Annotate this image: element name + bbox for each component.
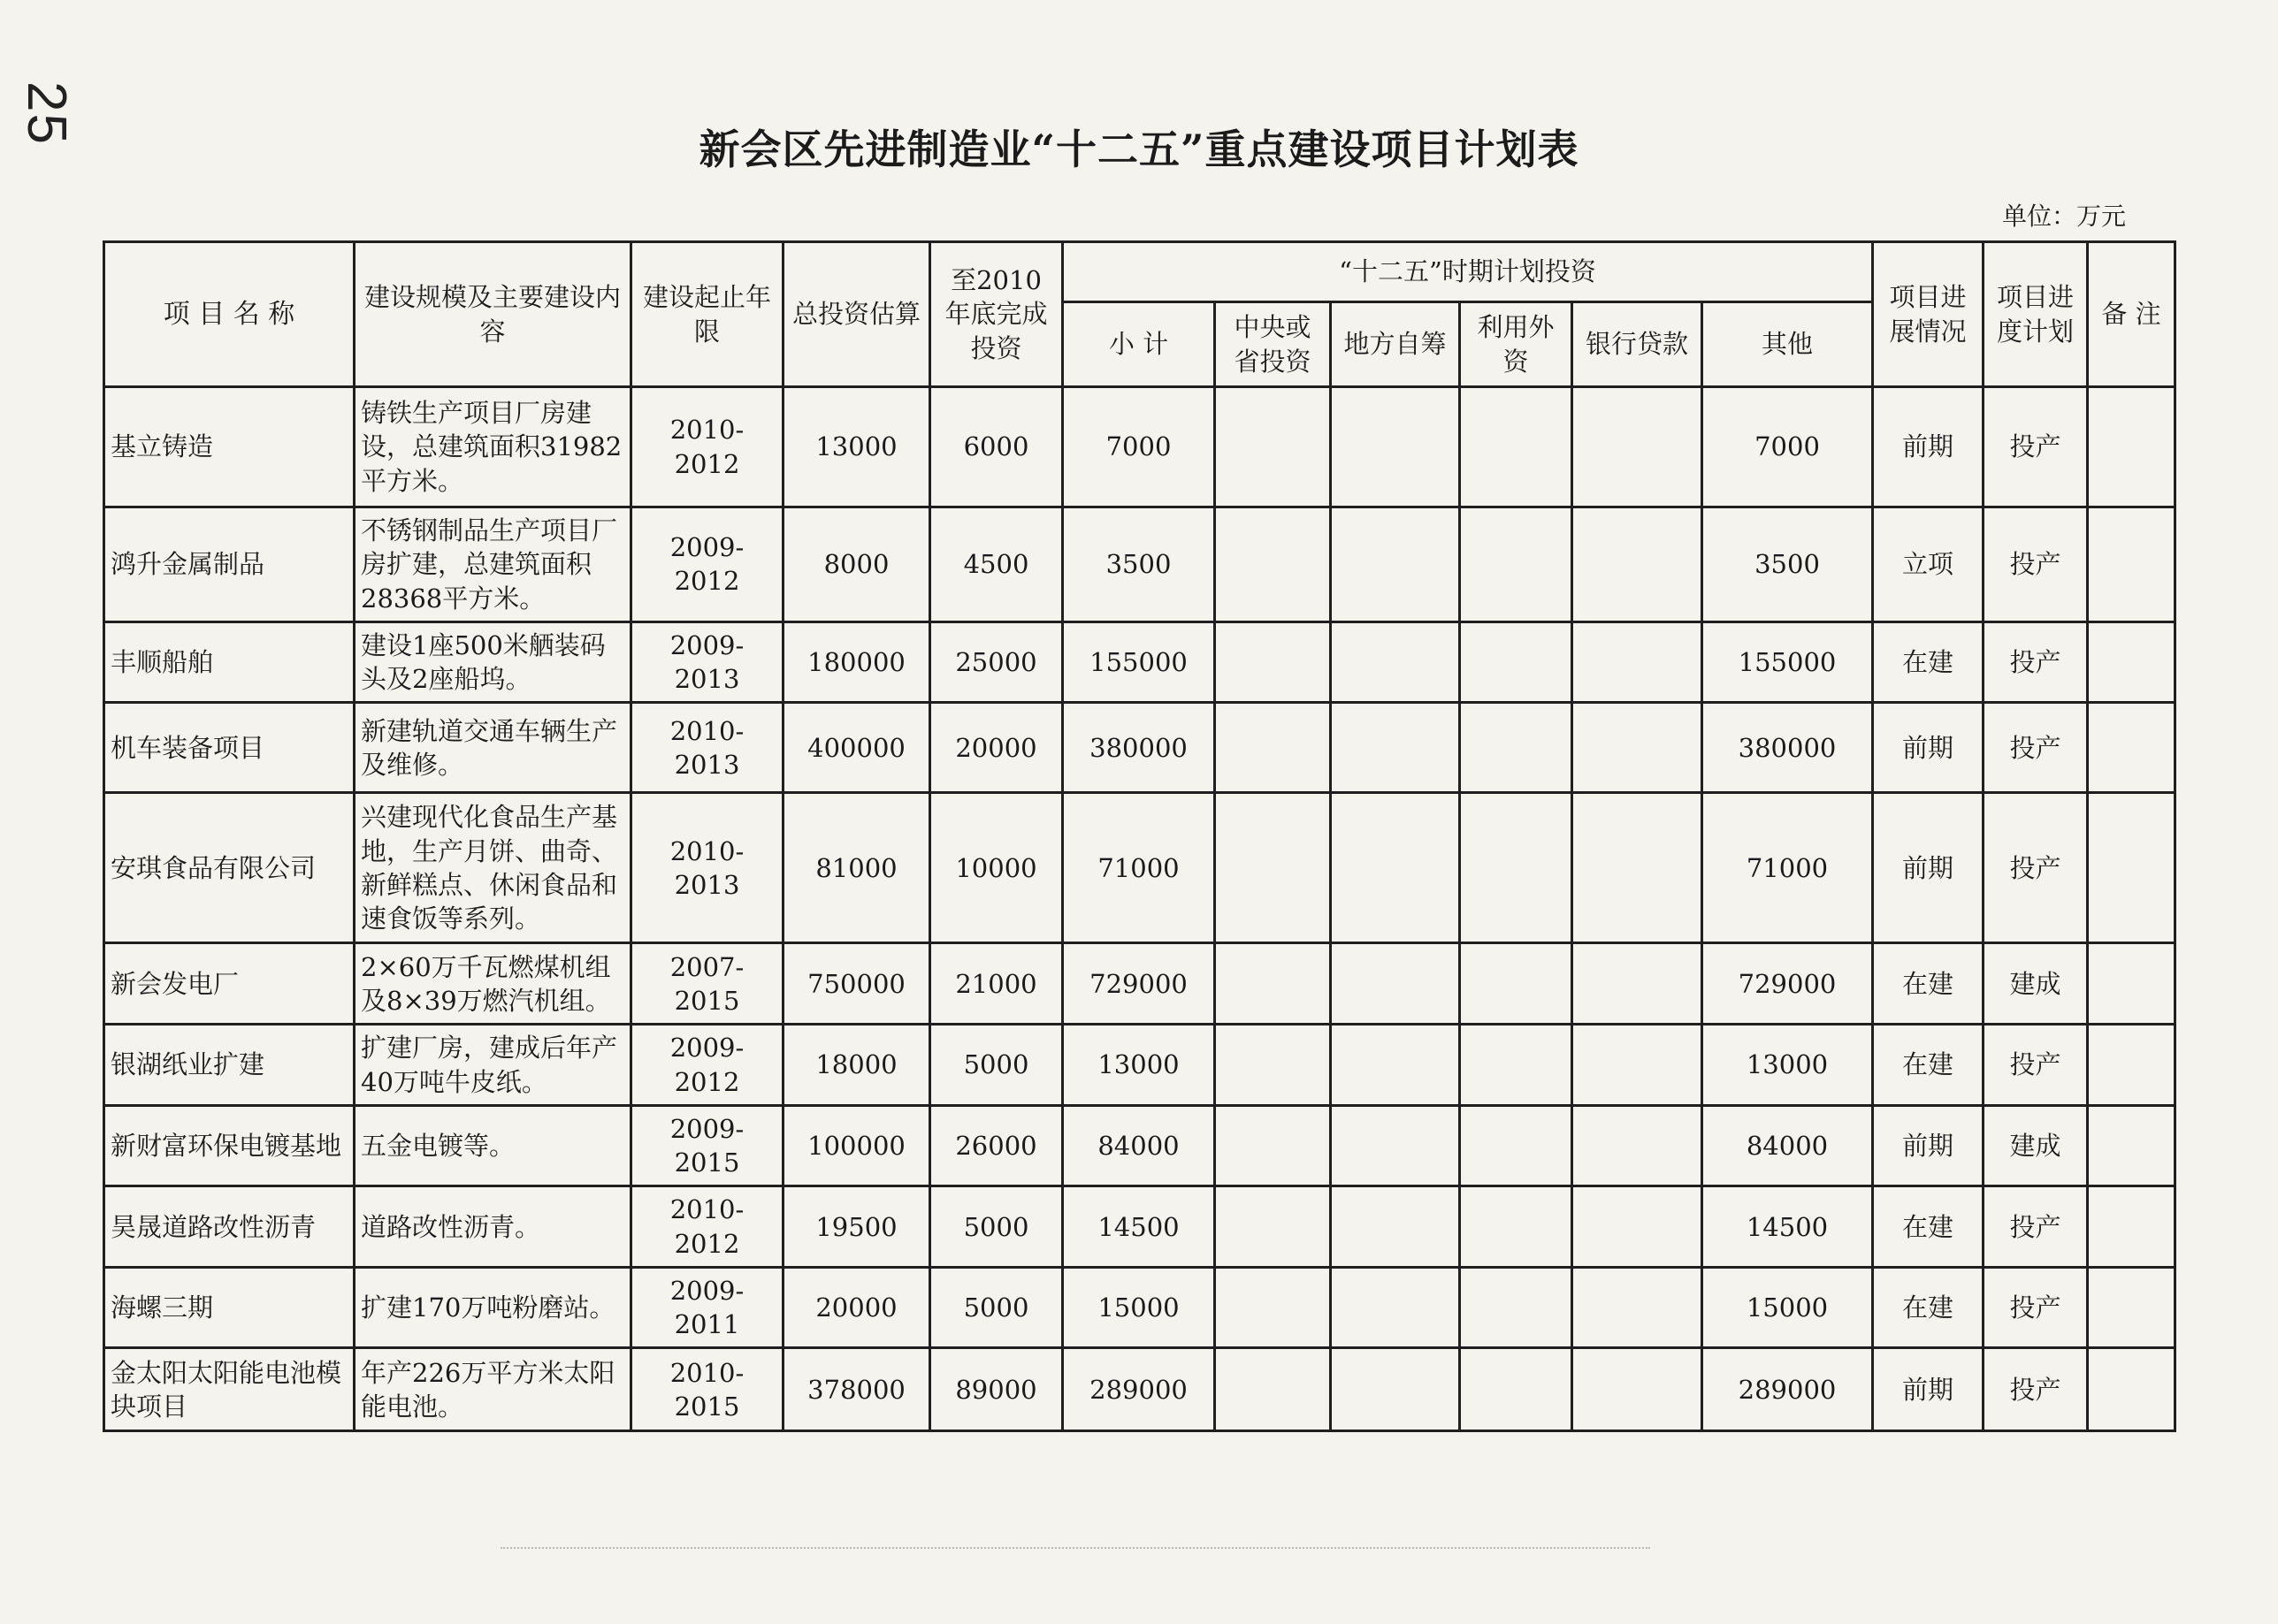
cell-subtotal: 13000 <box>1063 1025 1215 1106</box>
cell-central <box>1215 1105 1331 1186</box>
cell-schedule: 投产 <box>1984 703 2088 793</box>
project-plan-table <box>103 240 2176 1432</box>
cell-other: 13000 <box>1702 1025 1873 1106</box>
cell-completed: 10000 <box>930 793 1063 943</box>
cell-project-name: 丰顺船舶 <box>104 621 355 703</box>
header-other: 其他 <box>1702 302 1873 387</box>
cell-completed: 26000 <box>930 1105 1063 1186</box>
cell-foreign <box>1460 1186 1572 1268</box>
cell-completed: 89000 <box>930 1348 1063 1431</box>
cell-project-name: 新财富环保电镀基地 <box>104 1105 355 1186</box>
header-completed-investment: 至2010年底完成投资 <box>930 242 1063 387</box>
cell-bank <box>1572 1267 1702 1348</box>
cell-progress: 在建 <box>1873 621 1984 703</box>
cell-total: 81000 <box>784 793 930 943</box>
cell-foreign <box>1460 1267 1572 1348</box>
header-remarks: 备 注 <box>2088 242 2175 387</box>
cell-foreign <box>1460 387 1572 507</box>
header-construction-years: 建设起止年限 <box>631 242 784 387</box>
cell-subtotal: 729000 <box>1063 943 1215 1025</box>
cell-description: 扩建厂房，建成后年产40万吨牛皮纸。 <box>355 1025 631 1106</box>
cell-foreign <box>1460 1105 1572 1186</box>
cell-foreign <box>1460 1025 1572 1106</box>
cell-local <box>1331 703 1460 793</box>
cell-other: 84000 <box>1702 1105 1873 1186</box>
cell-local <box>1331 1186 1460 1268</box>
cell-progress: 前期 <box>1873 1105 1984 1186</box>
cell-local <box>1331 943 1460 1025</box>
cell-description: 五金电镀等。 <box>355 1105 631 1186</box>
table-row <box>104 507 2175 622</box>
cell-bank <box>1572 793 1702 943</box>
cell-years: 2009-2012 <box>631 507 784 622</box>
cell-other: 3500 <box>1702 507 1873 622</box>
header-plan-investment-group: “十二五”时期计划投资 <box>1063 242 1873 302</box>
cell-progress: 在建 <box>1873 1025 1984 1106</box>
cell-central <box>1215 793 1331 943</box>
cell-remarks <box>2088 943 2175 1025</box>
cell-subtotal: 15000 <box>1063 1267 1215 1348</box>
cell-completed: 5000 <box>930 1025 1063 1106</box>
cell-total: 13000 <box>784 387 930 507</box>
table-row <box>104 1025 2175 1106</box>
cell-project-name: 安琪食品有限公司 <box>104 793 355 943</box>
cell-schedule: 投产 <box>1984 507 2088 622</box>
cell-remarks <box>2088 1267 2175 1348</box>
cell-total: 100000 <box>784 1105 930 1186</box>
table-row <box>104 793 2175 943</box>
cell-years: 2009-2015 <box>631 1105 784 1186</box>
cell-remarks <box>2088 1348 2175 1431</box>
table-row <box>104 1348 2175 1431</box>
cell-local <box>1331 793 1460 943</box>
cell-project-name: 金太阳太阳能电池模块项目 <box>104 1348 355 1431</box>
cell-local <box>1331 1348 1460 1431</box>
cell-years: 2009-2011 <box>631 1267 784 1348</box>
cell-local <box>1331 1267 1460 1348</box>
cell-progress: 前期 <box>1873 387 1984 507</box>
cell-schedule: 投产 <box>1984 1267 2088 1348</box>
cell-years: 2009-2013 <box>631 621 784 703</box>
cell-completed: 5000 <box>930 1267 1063 1348</box>
header-construction-scope: 建设规模及主要建设内容 <box>355 242 631 387</box>
header-row-top <box>104 242 2175 302</box>
cell-schedule: 投产 <box>1984 387 2088 507</box>
table-row <box>104 1267 2175 1348</box>
cell-foreign <box>1460 621 1572 703</box>
cell-schedule: 建成 <box>1984 943 2088 1025</box>
cell-description: 2×60万千瓦燃煤机组及8×39万燃汽机组。 <box>355 943 631 1025</box>
cell-bank <box>1572 1186 1702 1268</box>
cell-completed: 6000 <box>930 387 1063 507</box>
header-central-investment: 中央或省投资 <box>1215 302 1331 387</box>
cell-other: 729000 <box>1702 943 1873 1025</box>
cell-bank <box>1572 1025 1702 1106</box>
cell-completed: 5000 <box>930 1186 1063 1268</box>
cell-other: 15000 <box>1702 1267 1873 1348</box>
cell-remarks <box>2088 703 2175 793</box>
cell-progress: 前期 <box>1873 703 1984 793</box>
cell-years: 2010-2013 <box>631 793 784 943</box>
header-bank-loan: 银行贷款 <box>1572 302 1702 387</box>
cell-central <box>1215 703 1331 793</box>
cell-project-name: 新会发电厂 <box>104 943 355 1025</box>
cell-progress: 在建 <box>1873 943 1984 1025</box>
cell-project-name: 银湖纸业扩建 <box>104 1025 355 1106</box>
header-progress: 项目进展情况 <box>1873 242 1984 387</box>
cell-bank <box>1572 507 1702 622</box>
cell-completed: 20000 <box>930 703 1063 793</box>
cell-foreign <box>1460 507 1572 622</box>
cell-schedule: 投产 <box>1984 1186 2088 1268</box>
cell-remarks <box>2088 793 2175 943</box>
cell-foreign <box>1460 793 1572 943</box>
cell-schedule: 投产 <box>1984 793 2088 943</box>
cell-foreign <box>1460 943 1572 1025</box>
cell-bank <box>1572 1105 1702 1186</box>
cell-total: 18000 <box>784 1025 930 1106</box>
table-body <box>104 387 2175 1431</box>
cell-schedule: 投产 <box>1984 621 2088 703</box>
project-table-container <box>103 240 2174 1422</box>
cell-local <box>1331 507 1460 622</box>
cell-foreign <box>1460 1348 1572 1431</box>
cell-subtotal: 7000 <box>1063 387 1215 507</box>
cell-total: 19500 <box>784 1186 930 1268</box>
cell-bank <box>1572 703 1702 793</box>
cell-completed: 21000 <box>930 943 1063 1025</box>
page-number: 25 <box>16 81 77 146</box>
header-foreign-investment: 利用外资 <box>1460 302 1572 387</box>
cell-years: 2010-2012 <box>631 387 784 507</box>
cell-description: 铸铁生产项目厂房建设，总建筑面积31982平方米。 <box>355 387 631 507</box>
cell-central <box>1215 621 1331 703</box>
cell-central <box>1215 1025 1331 1106</box>
table-row <box>104 1105 2175 1186</box>
cell-local <box>1331 621 1460 703</box>
cell-remarks <box>2088 1025 2175 1106</box>
cell-years: 2007-2015 <box>631 943 784 1025</box>
cell-years: 2010-2015 <box>631 1348 784 1431</box>
cell-description: 年产226万平方米太阳能电池。 <box>355 1348 631 1431</box>
cell-subtotal: 155000 <box>1063 621 1215 703</box>
cell-total: 20000 <box>784 1267 930 1348</box>
cell-subtotal: 71000 <box>1063 793 1215 943</box>
cell-total: 8000 <box>784 507 930 622</box>
cell-central <box>1215 387 1331 507</box>
cell-bank <box>1572 1348 1702 1431</box>
cell-description: 道路改性沥青。 <box>355 1186 631 1268</box>
cell-total: 180000 <box>784 621 930 703</box>
cell-subtotal: 14500 <box>1063 1186 1215 1268</box>
cell-other: 71000 <box>1702 793 1873 943</box>
cell-local <box>1331 1025 1460 1106</box>
cell-project-name: 海螺三期 <box>104 1267 355 1348</box>
cell-description: 扩建170万吨粉磨站。 <box>355 1267 631 1348</box>
header-project-name: 项 目 名 称 <box>104 242 355 387</box>
cell-progress: 在建 <box>1873 1267 1984 1348</box>
cell-completed: 25000 <box>930 621 1063 703</box>
cell-description: 新建轨道交通车辆生产及维修。 <box>355 703 631 793</box>
cell-description: 建设1座500米舾装码头及2座船坞。 <box>355 621 631 703</box>
table-row <box>104 387 2175 507</box>
cell-description: 兴建现代化食品生产基地，生产月饼、曲奇、新鲜糕点、休闲食品和速食饭等系列。 <box>355 793 631 943</box>
cell-description: 不锈钢制品生产项目厂房扩建，总建筑面积28368平方米。 <box>355 507 631 622</box>
cell-other: 380000 <box>1702 703 1873 793</box>
cell-central <box>1215 1186 1331 1268</box>
cell-remarks <box>2088 1186 2175 1268</box>
cell-subtotal: 84000 <box>1063 1105 1215 1186</box>
cell-local <box>1331 1105 1460 1186</box>
cell-schedule: 投产 <box>1984 1348 2088 1431</box>
cell-completed: 4500 <box>930 507 1063 622</box>
cell-other: 14500 <box>1702 1186 1873 1268</box>
cell-project-name: 昊晟道路改性沥青 <box>104 1186 355 1268</box>
cell-remarks <box>2088 387 2175 507</box>
cell-progress: 在建 <box>1873 1186 1984 1268</box>
cell-bank <box>1572 943 1702 1025</box>
cell-schedule: 投产 <box>1984 1025 2088 1106</box>
table-row <box>104 621 2175 703</box>
cell-central <box>1215 1267 1331 1348</box>
page-title: 新会区先进制造业“十二五”重点建设项目计划表 <box>699 126 1579 173</box>
header-schedule: 项目进度计划 <box>1984 242 2088 387</box>
cell-remarks <box>2088 507 2175 622</box>
cell-project-name: 基立铸造 <box>104 387 355 507</box>
cell-remarks <box>2088 1105 2175 1186</box>
cell-total: 750000 <box>784 943 930 1025</box>
cell-bank <box>1572 387 1702 507</box>
cell-schedule: 建成 <box>1984 1105 2088 1186</box>
cell-central <box>1215 507 1331 622</box>
unit-label: 单位：万元 <box>2001 202 2126 231</box>
cell-local <box>1331 387 1460 507</box>
header-total-investment: 总投资估算 <box>784 242 930 387</box>
cell-years: 2010-2012 <box>631 1186 784 1268</box>
table-head <box>104 242 2175 387</box>
cell-central <box>1215 1348 1331 1431</box>
cell-subtotal: 380000 <box>1063 703 1215 793</box>
cell-other: 155000 <box>1702 621 1873 703</box>
cell-years: 2009-2012 <box>631 1025 784 1106</box>
cell-progress: 前期 <box>1873 793 1984 943</box>
table-row <box>104 943 2175 1025</box>
cell-subtotal: 289000 <box>1063 1348 1215 1431</box>
cell-total: 378000 <box>784 1348 930 1431</box>
cell-years: 2010-2013 <box>631 703 784 793</box>
cell-bank <box>1572 621 1702 703</box>
header-subtotal: 小 计 <box>1063 302 1215 387</box>
header-local-funding: 地方自筹 <box>1331 302 1460 387</box>
cell-foreign <box>1460 703 1572 793</box>
cell-remarks <box>2088 621 2175 703</box>
cell-project-name: 机车装备项目 <box>104 703 355 793</box>
cell-progress: 立项 <box>1873 507 1984 622</box>
scan-artifact <box>501 1547 1650 1584</box>
cell-central <box>1215 943 1331 1025</box>
cell-other: 289000 <box>1702 1348 1873 1431</box>
table-row <box>104 1186 2175 1268</box>
table-row <box>104 703 2175 793</box>
cell-subtotal: 3500 <box>1063 507 1215 622</box>
cell-progress: 前期 <box>1873 1348 1984 1431</box>
cell-other: 7000 <box>1702 387 1873 507</box>
cell-project-name: 鸿升金属制品 <box>104 507 355 622</box>
cell-total: 400000 <box>784 703 930 793</box>
